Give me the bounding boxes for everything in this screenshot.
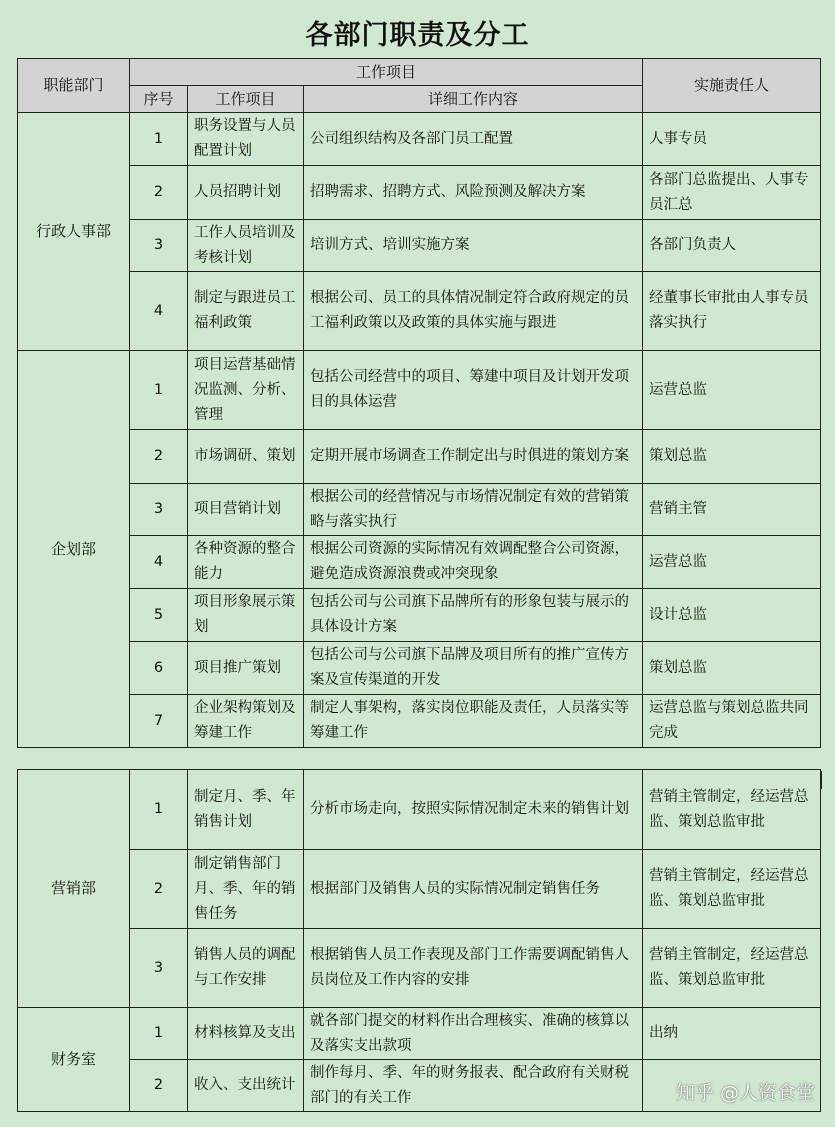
- owner-cell: 策划总监: [643, 642, 821, 695]
- header-work-group: 工作项目: [130, 59, 643, 86]
- text-cursor: [820, 771, 822, 789]
- detail-cell: 包括公司经营中的项目、筹建中项目及计划开发项目的具体运营: [304, 351, 643, 430]
- owner-cell: 运营总监与策划总监共同完成: [643, 695, 821, 748]
- table-row: [18, 272, 821, 351]
- seq-cell: 5: [130, 589, 188, 642]
- table-row: [18, 113, 821, 166]
- owner-cell: 策划总监: [643, 430, 821, 484]
- item-cell: 各种资源的整合能力: [188, 536, 304, 589]
- table-row: [18, 770, 821, 850]
- item-cell: 市场调研、策划: [188, 430, 304, 484]
- seq-cell: 1: [130, 113, 188, 166]
- duty-table-top: [17, 58, 821, 748]
- seq-cell: 2: [130, 1060, 188, 1112]
- duty-table-bottom: [17, 769, 821, 1112]
- table-row: [18, 929, 821, 1008]
- owner-cell: 出纳: [643, 1008, 821, 1060]
- watermark: 知乎 @人资食堂: [675, 1082, 815, 1104]
- item-cell: 制定与跟进员工福利政策: [188, 272, 304, 351]
- header-owner: 实施责任人: [643, 59, 821, 113]
- header-item: 工作项目: [188, 86, 304, 113]
- page-title: 各部门职责及分工: [305, 20, 530, 51]
- item-cell: 人员招聘计划: [188, 166, 304, 220]
- seq-cell: 4: [130, 272, 188, 351]
- owner-cell: 营销主管: [643, 484, 821, 536]
- item-cell: 项目形象展示策划: [188, 589, 304, 642]
- detail-cell: 根据部门及销售人员的实际情况制定销售任务: [304, 850, 643, 929]
- dept-cell: 企划部: [18, 351, 130, 748]
- detail-cell: 招聘需求、招聘方式、风险预测及解决方案: [304, 166, 643, 220]
- item-cell: 职务设置与人员配置计划: [188, 113, 304, 166]
- owner-cell: 各部门负责人: [643, 220, 821, 272]
- table-row: [18, 850, 821, 929]
- dept-cell: 财务室: [18, 1008, 130, 1112]
- item-cell: 项目运营基础情况监测、分析、管理: [188, 351, 304, 430]
- table-row: [18, 484, 821, 536]
- seq-cell: 1: [130, 1008, 188, 1060]
- table-row: [18, 430, 821, 484]
- detail-cell: 定期开展市场调查工作制定出与时俱进的策划方案: [304, 430, 643, 484]
- owner-cell: 营销主管制定，经运营总监、策划总监审批: [643, 770, 821, 850]
- item-cell: 制定月、季、年销售计划: [188, 770, 304, 850]
- owner-cell: 运营总监: [643, 351, 821, 430]
- detail-cell: 根据公司资源的实际情况有效调配整合公司资源，避免造成资源浪费或冲突现象: [304, 536, 643, 589]
- item-cell: 项目营销计划: [188, 484, 304, 536]
- owner-cell: 营销主管制定，经运营总监、策划总监审批: [643, 929, 821, 1008]
- owner-cell: 营销主管制定，经运营总监、策划总监审批: [643, 850, 821, 929]
- detail-cell: 制作每月、季、年的财务报表、配合政府有关财税部门的有关工作: [304, 1060, 643, 1112]
- owner-cell: 人事专员: [643, 113, 821, 166]
- seq-cell: 1: [130, 770, 188, 850]
- table-row: [18, 1008, 821, 1060]
- detail-cell: 包括公司与公司旗下品牌所有的形象包装与展示的具体设计方案: [304, 589, 643, 642]
- detail-cell: 制定人事架构，落实岗位职能及责任，人员落实等筹建工作: [304, 695, 643, 748]
- detail-cell: 根据公司的经营情况与市场情况制定有效的营销策略与落实执行: [304, 484, 643, 536]
- item-cell: 制定销售部门月、季、年的销售任务: [188, 850, 304, 929]
- owner-cell: 各部门总监提出、人事专员汇总: [643, 166, 821, 220]
- seq-cell: 4: [130, 536, 188, 589]
- dept-cell: 营销部: [18, 770, 130, 1008]
- seq-cell: 2: [130, 430, 188, 484]
- seq-cell: 7: [130, 695, 188, 748]
- seq-cell: 2: [130, 166, 188, 220]
- header-seq: 序号: [130, 86, 188, 113]
- detail-cell: 公司组织结构及各部门员工配置: [304, 113, 643, 166]
- item-cell: 工作人员培训及考核计划: [188, 220, 304, 272]
- item-cell: 材料核算及支出: [188, 1008, 304, 1060]
- seq-cell: 3: [130, 484, 188, 536]
- detail-cell: 分析市场走向，按照实际情况制定未来的销售计划: [304, 770, 643, 850]
- detail-cell: 就各部门提交的材料作出合理核实、准确的核算以及落实支出款项: [304, 1008, 643, 1060]
- table-row: [18, 220, 821, 272]
- table-row: [18, 351, 821, 430]
- seq-cell: 3: [130, 220, 188, 272]
- seq-cell: 2: [130, 850, 188, 929]
- dept-cell: 行政人事部: [18, 113, 130, 351]
- table-row: [18, 536, 821, 589]
- seq-cell: 6: [130, 642, 188, 695]
- table-row: [18, 642, 821, 695]
- owner-cell: 运营总监: [643, 536, 821, 589]
- detail-cell: 根据公司、员工的具体情况制定符合政府规定的员工福利政策以及政策的具体实施与跟进: [304, 272, 643, 351]
- detail-cell: 包括公司与公司旗下品牌及项目所有的推广宣传方案及宣传渠道的开发: [304, 642, 643, 695]
- header-dept: 职能部门: [18, 59, 130, 113]
- table-row: [18, 589, 821, 642]
- table-row: [18, 695, 821, 748]
- owner-cell: 经董事长审批由人事专员落实执行: [643, 272, 821, 351]
- item-cell: 收入、支出统计: [188, 1060, 304, 1112]
- seq-cell: 1: [130, 351, 188, 430]
- detail-cell: 培训方式、培训实施方案: [304, 220, 643, 272]
- item-cell: 企业架构策划及筹建工作: [188, 695, 304, 748]
- header-detail: 详细工作内容: [304, 86, 643, 113]
- item-cell: 项目推广策划: [188, 642, 304, 695]
- item-cell: 销售人员的调配与工作安排: [188, 929, 304, 1008]
- owner-cell: 设计总监: [643, 589, 821, 642]
- seq-cell: 3: [130, 929, 188, 1008]
- detail-cell: 根据销售人员工作表现及部门工作需要调配销售人员岗位及工作内容的安排: [304, 929, 643, 1008]
- table-row: [18, 166, 821, 220]
